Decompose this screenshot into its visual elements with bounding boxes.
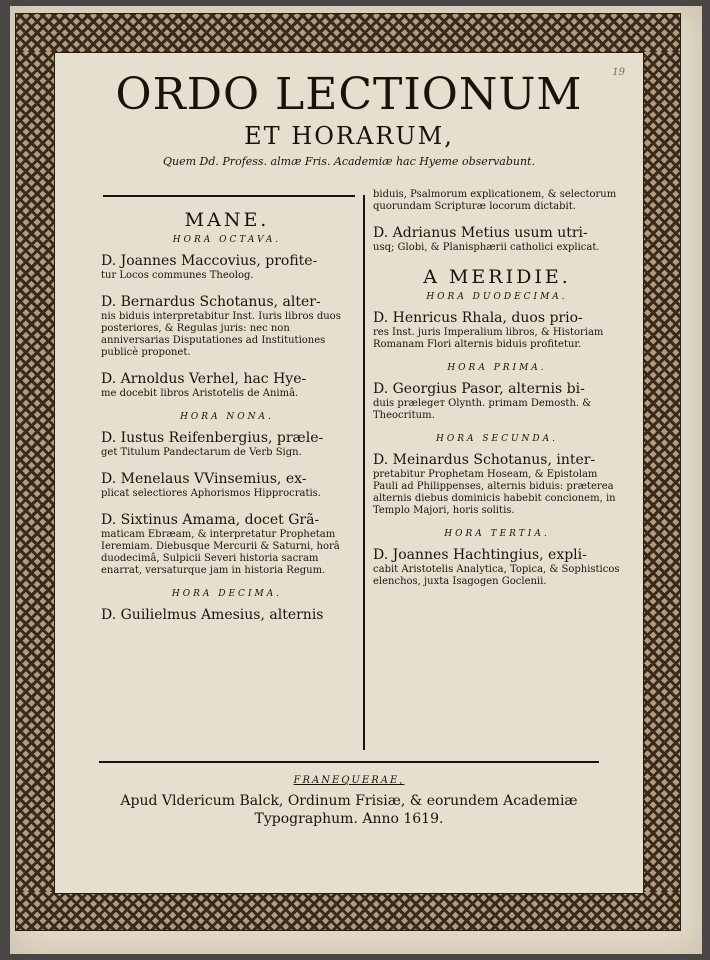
content-panel	[54, 52, 644, 894]
lecture-entry	[373, 452, 621, 517]
professor-name: D. Sixtinus Amama, docet Grã-	[101, 512, 320, 528]
lecture-desc: duis prælegeт Olynth. primam Demosth. & Theocritum.	[373, 398, 592, 421]
hora-secunda: HORA SECUNDA.	[435, 434, 559, 444]
subtitle: Quem Dd. Profess. almæ Fris. Academiæ hac Hyeme observabunt.	[163, 155, 535, 168]
lecture-entry	[101, 253, 353, 282]
professor-name: D. Adrianus Metius usum utri-	[373, 225, 588, 241]
hora-prima: HORA PRIMA.	[447, 363, 547, 373]
lecture-desc: me docebit libros Aristotelis de Animâ.	[101, 388, 299, 399]
lecture-entry	[373, 225, 621, 254]
professor-name: D. Joannes Maccovius, profite-	[101, 253, 318, 269]
lecture-desc: nis biduis interpretabitur Inst. Iuris libros duos posteriores, & Regulas juris: nec non anniversarias Disputationes ad Institutiones publicè proponet.	[101, 311, 341, 358]
imprint	[55, 775, 643, 828]
lecture-entry-continued	[373, 189, 621, 213]
lecture-desc: cabit Aristotelis Analytica, Topica, & Sophisticos elenchos, juxta Isagogen Goclenii.	[373, 564, 620, 587]
professor-name: D. Henricus Rhala, duos prio-	[373, 310, 583, 326]
left-column	[101, 203, 353, 636]
professor-name: D. Guilielmus Amesius, alternis	[101, 607, 324, 623]
imprint-printer: Apud Vldericum Balck, Ordinum Frisiæ, & eorundem Academiæ Typographum. Anno 1619.	[120, 793, 578, 827]
lecture-desc: usq; Globi, & Planisphærii catholici explicat.	[373, 242, 600, 253]
hora-nona: HORA NONA.	[180, 412, 274, 422]
lecture-entry	[101, 512, 353, 577]
right-column	[373, 189, 621, 600]
bottom-rule	[99, 761, 599, 763]
section-heading-mane: MANE.	[184, 209, 270, 231]
professor-name: D. Iustus Reifenbergius, præle-	[101, 430, 324, 446]
lecture-entry	[101, 294, 353, 359]
lecture-entry	[101, 607, 353, 624]
hora-decima: HORA DECIMA.	[171, 589, 283, 599]
lecture-entry	[373, 310, 621, 351]
title-line-2: ET HORARUM,	[244, 122, 454, 150]
hora-duodecima: HORA DUODECIMA.	[426, 292, 568, 302]
lecture-desc: get Titulum Pandectarum de Verb Sign.	[101, 447, 302, 458]
page-mark: 19	[612, 67, 625, 78]
professor-name: D. Meinardus Schotanus, inter-	[373, 452, 596, 468]
lecture-entry	[101, 430, 353, 459]
lecture-entry	[101, 471, 353, 500]
lecture-desc: maticam Ebræam, & interpretatur Prophetam Ieremiam. Diebusque Mercurii & Saturni, horâ duodecimâ, Sulpicii Severi historia sacram enarrat, versaturque jam in historia Regum.	[101, 529, 340, 576]
professor-name: D. Joannes Hachtingius, expli-	[373, 547, 587, 563]
professor-name: D. Arnoldus Verhel, hac Hye-	[101, 371, 307, 387]
title-line-1: ORDO LECTIONUM	[115, 69, 583, 120]
lecture-desc: res Inst. juris Imperalium libros, & Historiam Romanam Flori alternis biduis profitetur.	[373, 327, 604, 350]
header	[55, 71, 643, 168]
lecture-entry	[373, 381, 621, 422]
lecture-entry	[373, 547, 621, 588]
professor-name: D. Georgius Pasor, alternis bi-	[373, 381, 585, 397]
column-divider	[363, 195, 365, 750]
lecture-desc: pretabitur Prophetam Hoseam, & Epistolam Pauli ad Philippenses, alternis biduis: præterea alternis diebus dominicis habebit concionem, in Templo Majori, horis solitis.	[373, 469, 616, 516]
hora-octava: HORA OCTAVA.	[172, 235, 282, 245]
lecture-entry	[101, 371, 353, 400]
lecture-desc: tur Locos communes Theolog.	[101, 270, 254, 281]
professor-name: D. Menelaus VVinsemius, ex-	[101, 471, 307, 487]
lecture-desc: biduis, Psalmorum explicationem, & selectorum quorundam Scripturæ locorum dictabit.	[373, 189, 617, 212]
professor-name: D. Bernardus Schotanus, alter-	[101, 294, 321, 310]
hora-tertia: HORA TERTIA.	[444, 529, 550, 539]
top-rule	[103, 195, 355, 197]
imprint-place: FRANEQUERAE,	[293, 775, 405, 786]
section-heading-meridie: A MERIDIE.	[423, 266, 571, 288]
lecture-desc: plicat selectiores Aphorismos Hipprocratis.	[101, 488, 321, 499]
